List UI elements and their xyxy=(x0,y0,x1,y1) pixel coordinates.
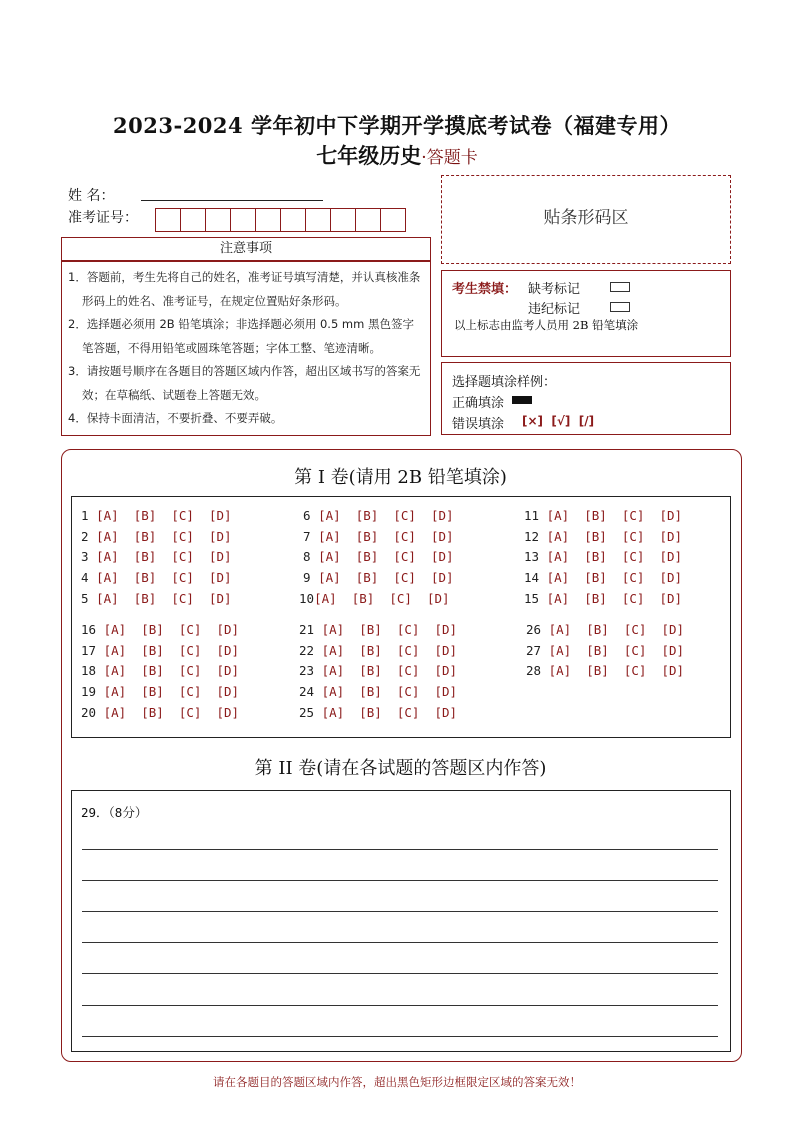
id-digit-box[interactable] xyxy=(255,208,281,232)
choice-options[interactable]: [A] [B] [C] [D] xyxy=(318,529,454,544)
question-number: 17 xyxy=(81,643,97,658)
choice-options[interactable]: [A] [B] [C] [D] xyxy=(548,622,685,637)
choice-options[interactable]: [A] [B] [C] [D] xyxy=(103,684,240,699)
id-digit-box[interactable] xyxy=(205,208,231,232)
question-number: 18 xyxy=(81,663,97,678)
subject-label: 七年级历史 xyxy=(316,143,422,168)
mc-question[interactable] xyxy=(81,570,232,585)
correct-fill-label: 正确填涂 xyxy=(452,396,505,411)
violation-mark-box[interactable] xyxy=(610,302,630,312)
notice-item: 1．答题前，考生先将自己的姓名，准考证号填写清楚，并认真核准条形码上的姓名、准考证号，在规定位置贴好条形码。 xyxy=(68,270,421,308)
choice-options[interactable]: [A] [B] [C] [D] xyxy=(546,591,683,606)
violation-mark-label: 违纪标记 xyxy=(528,302,581,317)
question-number: 25 xyxy=(299,705,315,720)
notice-item: 3．请按题号顺序在各题目的答题区域内作答，超出区域书写的答案无效；在草稿纸、试题卷上答题无效。 xyxy=(68,364,421,402)
choice-options[interactable]: [A] [B] [C] [D] xyxy=(318,508,454,523)
wrong-fill-label: 错误填涂 xyxy=(452,417,505,432)
answer-line[interactable] xyxy=(82,849,718,850)
wrong-fill-samples: [×] [√] [/] xyxy=(522,414,595,428)
mc-question[interactable] xyxy=(524,549,682,564)
mc-question[interactable] xyxy=(81,705,239,720)
mc-question[interactable] xyxy=(81,643,239,658)
choice-options[interactable]: [A] [B] [C] [D] xyxy=(96,529,232,544)
mc-question[interactable] xyxy=(524,529,682,544)
question-number: 3 xyxy=(81,549,89,564)
mc-question[interactable] xyxy=(299,705,457,720)
mc-question[interactable] xyxy=(524,508,682,523)
id-digit-box[interactable] xyxy=(305,208,331,232)
question-number: 24 xyxy=(299,684,315,699)
question-number: 22 xyxy=(299,643,315,658)
notice-heading: 注意事项 xyxy=(61,237,431,261)
name-field[interactable] xyxy=(141,200,323,201)
question-number: 26 xyxy=(526,622,542,637)
mc-question[interactable] xyxy=(303,549,454,564)
choice-options[interactable]: [A] [B] [C] [D] xyxy=(96,591,232,606)
mc-question[interactable] xyxy=(526,622,684,637)
correct-fill-sample xyxy=(512,396,532,404)
exam-subtitle xyxy=(0,140,794,170)
mc-question[interactable] xyxy=(299,591,450,606)
question-number: 4 xyxy=(81,570,89,585)
answer-line[interactable] xyxy=(82,973,718,974)
choice-options[interactable]: [A] [B] [C] [D] xyxy=(546,508,683,523)
mc-question[interactable] xyxy=(526,643,684,658)
question-number: 13 xyxy=(524,549,540,564)
choice-options[interactable]: [A] [B] [C] [D] xyxy=(103,643,240,658)
question-number: 23 xyxy=(299,663,315,678)
question-number: 27 xyxy=(526,643,542,658)
choice-options[interactable]: [A] [B] [C] [D] xyxy=(96,570,232,585)
question-number: 28 xyxy=(526,663,542,678)
mc-question[interactable] xyxy=(303,508,454,523)
question-number: 16 xyxy=(81,622,97,637)
choice-options[interactable]: [A] [B] [C] [D] xyxy=(546,570,683,585)
question-number: 11 xyxy=(524,508,540,523)
mc-question[interactable] xyxy=(81,663,239,678)
choice-options[interactable]: [A] [B] [C] [D] xyxy=(318,549,454,564)
name-label: 姓 名： xyxy=(68,188,115,204)
id-digit-box[interactable] xyxy=(280,208,306,232)
choice-options[interactable]: [A] [B] [C] [D] xyxy=(318,570,454,585)
choice-options[interactable]: [A] [B] [C] [D] xyxy=(321,663,458,678)
choice-options[interactable]: [A] [B] [C] [D] xyxy=(548,643,685,658)
id-digit-box[interactable] xyxy=(380,208,406,232)
choice-options[interactable]: [A] [B] [C] [D] xyxy=(321,705,458,720)
mc-question[interactable] xyxy=(299,684,457,699)
mc-question[interactable] xyxy=(81,591,232,606)
question-number: 8 xyxy=(303,549,311,564)
choice-options[interactable]: [A] [B] [C] [D] xyxy=(96,508,232,523)
question-number: 19 xyxy=(81,684,97,699)
notice-item: 4．保持卡面清洁，不要折叠、不要弄破。 xyxy=(68,411,283,425)
choice-options[interactable]: [A] [B] [C] [D] xyxy=(546,549,683,564)
mc-question[interactable] xyxy=(299,663,457,678)
question-number: 10 xyxy=(299,591,315,606)
mc-question[interactable] xyxy=(303,570,454,585)
mc-question[interactable] xyxy=(81,549,232,564)
choice-options[interactable]: [A] [B] [C] [D] xyxy=(321,622,458,637)
answer-card-label: 答题卡 xyxy=(426,148,478,168)
multiple-choice-box xyxy=(71,496,731,738)
forbid-label: 考生禁填： xyxy=(452,282,518,297)
choice-options[interactable]: [A] [B] [C] [D] xyxy=(96,549,232,564)
id-digit-box[interactable] xyxy=(155,208,181,232)
id-digit-box[interactable] xyxy=(330,208,356,232)
mc-question[interactable] xyxy=(303,529,454,544)
mc-question[interactable] xyxy=(524,570,682,585)
id-digit-box[interactable] xyxy=(230,208,256,232)
choice-options[interactable]: [A] [B] [C] [D] xyxy=(103,622,240,637)
id-digit-box[interactable] xyxy=(355,208,381,232)
notice-item: 2．选择题必须用 2B 铅笔填涂；非选择题必须用 0.5 mm 黑色签字笔答题，不得用铅笔或圆珠笔答题；字体工整、笔迹清晰。 xyxy=(68,317,414,355)
question-number: 5 xyxy=(81,591,89,606)
exam-title: 2023-2024 学年初中下学期开学摸底考试卷（福建专用） xyxy=(113,113,681,138)
sample-heading: 选择题填涂样例： xyxy=(452,375,557,390)
choice-options[interactable]: [A] [B] [C] [D] xyxy=(546,529,683,544)
id-number-boxes[interactable] xyxy=(155,208,405,232)
mc-question[interactable] xyxy=(81,508,232,523)
mc-question[interactable] xyxy=(81,529,232,544)
part2-title: 第 II 卷(请在各试题的答题区内作答) xyxy=(254,758,547,779)
question-number: 12 xyxy=(524,529,540,544)
absent-mark-box[interactable] xyxy=(610,282,630,292)
id-digit-box[interactable] xyxy=(180,208,206,232)
answer-line[interactable] xyxy=(82,911,718,912)
question-number: 15 xyxy=(524,591,540,606)
mc-question[interactable] xyxy=(299,643,457,658)
answer-line[interactable] xyxy=(82,1036,718,1037)
choice-options[interactable]: [A] [B] [C] [D] xyxy=(314,591,450,606)
question-29-label: 29．（8分） xyxy=(81,805,148,820)
mc-question[interactable] xyxy=(299,622,457,637)
answer-line[interactable] xyxy=(82,942,718,943)
notice-body xyxy=(61,261,431,436)
question-number: 6 xyxy=(303,508,311,523)
question-number: 2 xyxy=(81,529,89,544)
question-29-answer-box[interactable] xyxy=(71,790,731,1052)
question-number: 7 xyxy=(303,529,311,544)
answer-line[interactable] xyxy=(82,880,718,881)
question-number: 9 xyxy=(303,570,311,585)
mc-question[interactable] xyxy=(524,591,682,606)
fill-sample-box xyxy=(441,362,731,435)
absent-mark-label: 缺考标记 xyxy=(528,282,581,297)
question-number: 14 xyxy=(524,570,540,585)
choice-options[interactable]: [A] [B] [C] [D] xyxy=(321,684,458,699)
footer-warning: 请在各题目的答题区域内作答，超出黑色矩形边框限定区域的答案无效！ xyxy=(213,1075,581,1089)
mc-question[interactable] xyxy=(81,684,239,699)
forbid-note: 以上标志由监考人员用 2B 铅笔填涂 xyxy=(454,318,639,332)
choice-options[interactable]: [A] [B] [C] [D] xyxy=(103,663,240,678)
question-number: 21 xyxy=(299,622,315,637)
choice-options[interactable]: [A] [B] [C] [D] xyxy=(103,705,240,720)
id-label: 准考证号： xyxy=(68,210,138,226)
examiner-marks-box xyxy=(441,270,731,357)
choice-options[interactable]: [A] [B] [C] [D] xyxy=(548,663,685,678)
answer-line[interactable] xyxy=(82,1005,718,1006)
part1-title: 第 I 卷(请用 2B 铅笔填涂) xyxy=(294,467,507,488)
barcode-area: 贴条形码区 xyxy=(441,175,731,264)
mc-question[interactable] xyxy=(526,663,684,678)
question-number: 20 xyxy=(81,705,97,720)
mc-question[interactable] xyxy=(81,622,239,637)
question-number: 1 xyxy=(81,508,89,523)
choice-options[interactable]: [A] [B] [C] [D] xyxy=(321,643,458,658)
subtitle-separator: · xyxy=(421,148,427,168)
